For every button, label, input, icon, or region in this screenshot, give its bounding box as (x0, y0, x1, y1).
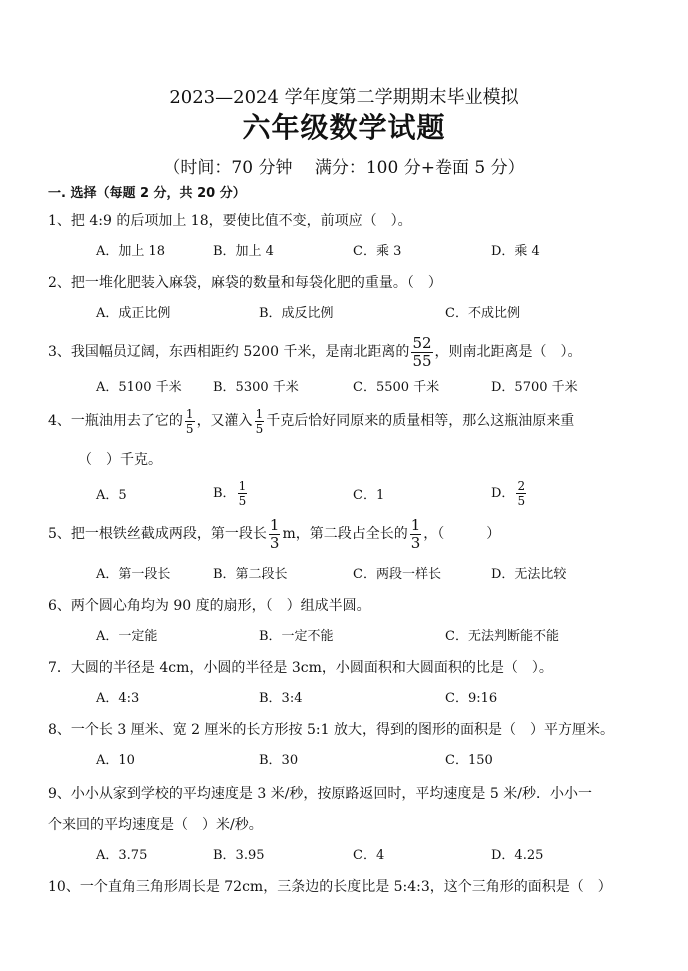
q4-option-d-denominator: 5 (517, 494, 526, 508)
q4-fraction-2-numerator: 1 (255, 407, 264, 421)
q4-option-b-fraction (238, 480, 248, 507)
q5-fraction-1-denominator: 3 (269, 534, 280, 552)
question-9: 9、小小从家到学校的平均速度是 3 米/秒，按原路返回时，平均速度是 5 米/秒．小小一 (48, 786, 592, 802)
q2-option-a: A．成正比例 (96, 306, 171, 321)
q3-text-a: 3、我国幅员辽阔，东西相距约 5200 千米，是南北距离的 (48, 344, 410, 361)
q8-option-c: C．150 (445, 753, 493, 768)
q5-fraction-1 (269, 518, 281, 551)
q4-option-b-label: B． (213, 486, 236, 501)
q2-option-b: B．成反比例 (259, 306, 334, 321)
q4-text-c: 千克后恰好同原来的质量相等，那么这瓶油原来重 (266, 413, 575, 430)
q4-fraction-1-numerator: 1 (185, 407, 194, 421)
q9-option-c: C．4 (353, 848, 385, 863)
q4-text-b: ，又灌入 (196, 413, 253, 430)
question-4-line-2: （ ）千克。 (78, 452, 162, 468)
q3-fraction-denominator: 55 (412, 352, 432, 370)
q3-fraction-numerator: 52 (412, 334, 432, 352)
q3-text-b: ，则南北距离是（ ）。 (434, 344, 582, 361)
question-6: 6、两个圆心角均为 90 度的扇形，（ ）组成半圆。 (48, 598, 371, 614)
q4-option-b (213, 480, 249, 507)
q4-option-d-numerator: 2 (517, 479, 526, 493)
q9-option-b: B．3.95 (213, 848, 265, 863)
q4-fraction-2 (255, 408, 265, 435)
q5-option-c: C．两段一样长 (353, 567, 441, 582)
q5-option-b: B．第二段长 (213, 567, 288, 582)
question-2: 2、把一堆化肥装入麻袋，麻袋的数量和每袋化肥的重量。（ ） (48, 275, 442, 291)
question-5 (48, 518, 500, 551)
q5-text-a: 5、把一根铁丝截成两段，第一段长 (48, 526, 267, 543)
q4-fraction-1 (185, 408, 195, 435)
q6-option-c: C．无法判断能不能 (445, 629, 559, 644)
q4-option-b-numerator: 1 (238, 479, 247, 493)
q8-option-a: A．10 (96, 753, 135, 768)
question-10: 10、一个直角三角形周长是 72cm，三条边的长度比是 5:4:3，这个三角形的面积是（ ） (48, 879, 612, 895)
q4-option-c: C．1 (353, 488, 385, 503)
question-3 (48, 336, 582, 369)
question-7: 7．大圆的半径是 4cm，小圆的半径是 3cm，小圆面积和大圆面积的比是（ ）。 (48, 660, 553, 676)
q5-fraction-1-numerator: 1 (269, 516, 280, 534)
q7-option-b: B．3:4 (259, 691, 303, 706)
q4-option-d-label: D． (491, 486, 515, 501)
q4-text-a: 4、一瓶油用去了它的 (48, 413, 183, 430)
q1-option-a: A．加上 18 (96, 244, 166, 259)
question-1: 1、把 4:9 的后项加上 18，要使比值不变，前项应（ ）。 (48, 213, 412, 229)
question-9-line-2: 个来回的平均速度是（ ）米/秒。 (48, 817, 263, 833)
q3-option-d: D．5700 千米 (491, 380, 578, 395)
q7-option-a: A．4:3 (96, 691, 140, 706)
q4-option-d-fraction (516, 480, 526, 507)
q2-option-c: C．不成比例 (445, 306, 520, 321)
q4-option-a: A．5 (96, 488, 127, 503)
question-4 (48, 408, 574, 435)
q6-option-b: B．一定不能 (259, 629, 334, 644)
exam-subtitle: 2023—2024 学年度第二学期期末毕业模拟 (169, 87, 519, 108)
question-8: 8、一个长 3 厘米、宽 2 厘米的长方形按 5:1 放大，得到的图形的面积是（ ）平方厘米。 (48, 722, 614, 738)
q4-option-b-denominator: 5 (238, 494, 247, 508)
q6-option-a: A．一定能 (96, 629, 158, 644)
q3-option-a: A．5100 千米 (96, 380, 182, 395)
q5-text-b: m，第二段占全长的 (282, 526, 408, 543)
q5-option-a: A．第一段长 (96, 567, 171, 582)
exam-info: （时间：70 分钟 满分：100 分+卷面 5 分） (163, 158, 525, 178)
q1-option-c: C．乘 3 (353, 244, 402, 259)
q8-option-b: B．30 (259, 753, 299, 768)
q1-option-b: B．加上 4 (213, 244, 274, 259)
q4-fraction-2-denominator: 5 (255, 422, 264, 436)
q3-fraction (411, 336, 432, 369)
q1-option-d: D．乘 4 (491, 244, 540, 259)
q3-option-b: B．5300 千米 (213, 380, 299, 395)
q7-option-c: C．9:16 (445, 691, 498, 706)
q4-fraction-1-denominator: 5 (185, 422, 194, 436)
q5-option-d: D．无法比较 (491, 567, 567, 582)
q4-option-d (491, 480, 528, 507)
section-heading: 一. 选择（每题 2 分，共 20 分） (48, 186, 246, 201)
q5-fraction-2-denominator: 3 (410, 534, 421, 552)
exam-title: 六年级数学试题 (242, 111, 446, 144)
q5-fraction-2 (410, 518, 422, 551)
q9-option-d: D．4.25 (491, 848, 544, 863)
q9-option-a: A．3.75 (96, 848, 148, 863)
q3-option-c: C．5500 千米 (353, 380, 440, 395)
q5-fraction-2-numerator: 1 (410, 516, 421, 534)
q5-text-c: ，（ ） (423, 526, 501, 543)
